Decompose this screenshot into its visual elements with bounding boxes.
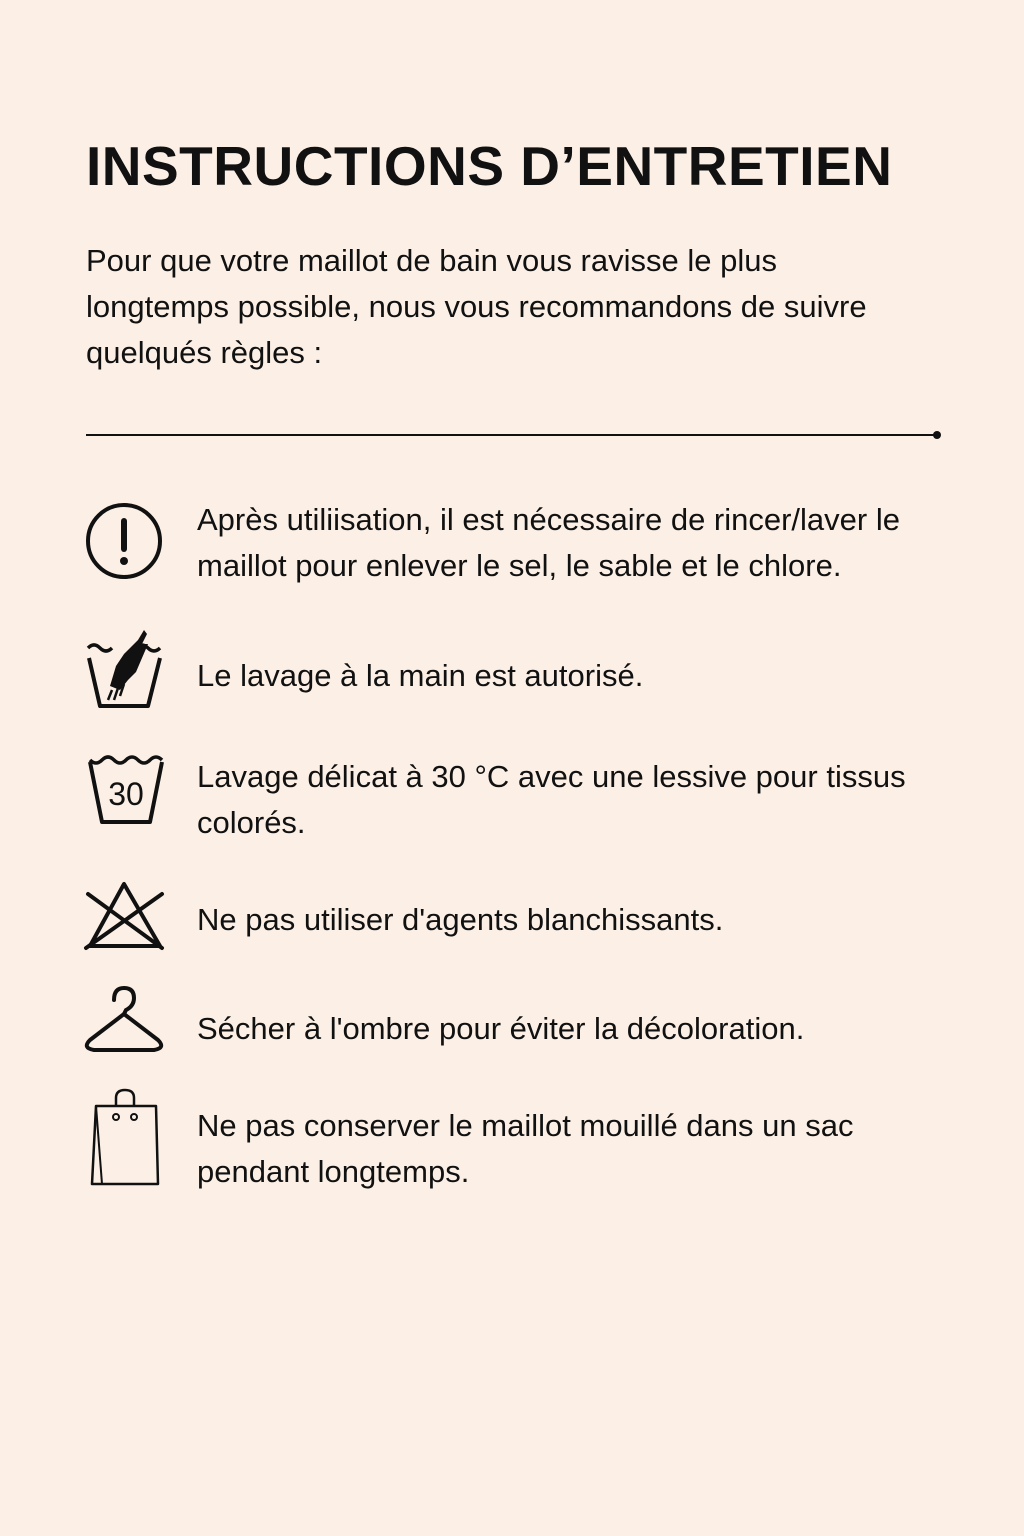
care-text: Sécher à l'ombre pour éviter la décoloration. — [197, 1011, 805, 1046]
hand-wash-icon — [80, 622, 170, 722]
hanger-icon — [80, 984, 170, 1084]
care-text: Lavage délicat à 30 °C avec une lessive pour tissus colorés. — [197, 759, 906, 840]
bag-icon — [80, 1086, 170, 1186]
divider-end-dot — [933, 431, 941, 439]
no-bleach-icon — [80, 876, 170, 976]
care-text: Le lavage à la main est autorisé. — [197, 658, 644, 693]
exclamation-circle-icon — [80, 497, 170, 597]
care-text: Ne pas conserver le maillot mouillé dans un sac pendant longtemps. — [197, 1108, 854, 1189]
care-text: Ne pas utiliser d'agents blanchissants. — [197, 902, 724, 937]
wash-30-icon — [80, 752, 170, 852]
wash-temperature-label: 30 — [108, 776, 144, 812]
divider — [86, 434, 936, 436]
intro-paragraph: Pour que votre maillot de bain vous ravisse le plus longtemps possible, nous vous recommandons de suivre quelqués règles : — [86, 243, 867, 370]
care-text: Après utiliisation, il est nécessaire de rincer/laver le maillot pour enlever le sel, le sable et le chlore. — [197, 502, 900, 583]
page-title: INSTRUCTIONS D’ENTRETIEN — [86, 135, 893, 197]
